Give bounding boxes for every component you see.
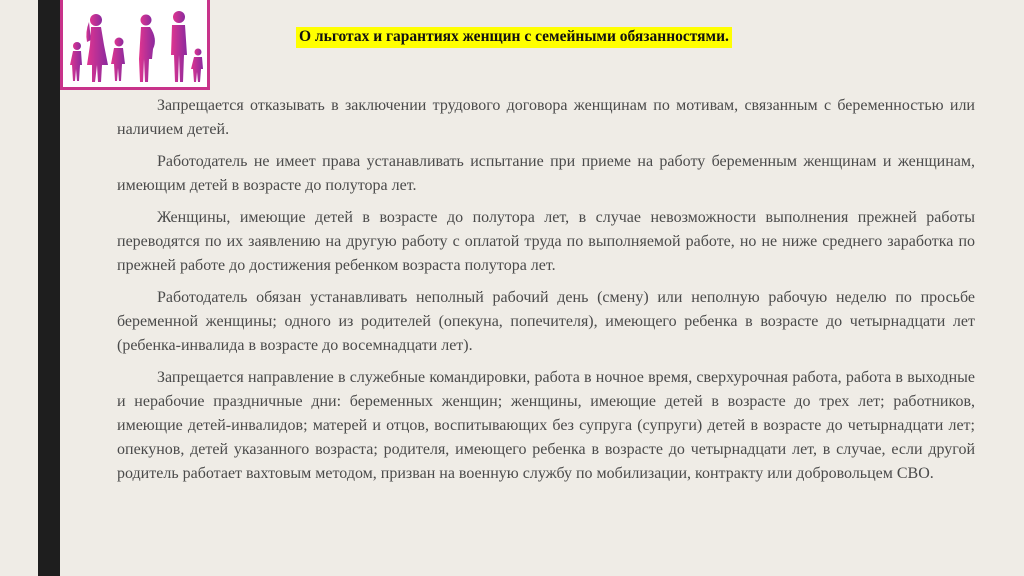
paragraph-4: Работодатель обязан устанавливать неполный рабочий день (смену) или неполную рабочую неделю по просьбе беременной женщины; одного из родителей (опекуна, попечителя), имеющего ребенка в возрасте до четырнадцати лет (ребенка-инвалида в возрасте до восемнадцати лет). bbox=[117, 289, 975, 354]
left-accent-bar bbox=[38, 0, 60, 576]
paragraph-3: Женщины, имеющие детей в возрасте до полутора лет, в случае невозможности выполнения прежней работы переводятся по их заявлению на другую работу с оплатой труда по выполняемой работе, но не ниже среднего заработка по прежней работе до достижения ребенком возраста полутора лет. bbox=[117, 209, 975, 274]
slide-title: О льготах и гарантиях женщин с семейными обязанностями. bbox=[296, 27, 732, 48]
family-silhouette-icon bbox=[63, 0, 207, 87]
paragraph-5: Запрещается направление в служебные командировки, работа в ночное время, сверхурочная работа, работа в выходные и нерабочие праздничные дни: беременных женщин; женщины, имеющие детей в возрасте до трех лет; работников, имеющие детей-инвалидов; матерей и отцов, воспитывающих без супруга (супруги) детей в возрасте до четырнадцати лет; опекунов, детей указанного возраста; родителя, имеющего ребенка в возрасте до четырнадцати лет, в случае, если другой родитель работает вахтовым методом, призван на военную службу по мобилизации, контракту или добровольцем СВО. bbox=[117, 369, 975, 482]
paragraph-1: Запрещается отказывать в заключении трудового договора женщинам по мотивам, связанным с беременностью или наличием детей. bbox=[117, 97, 975, 138]
slide-body bbox=[117, 94, 975, 494]
logo bbox=[60, 0, 210, 90]
paragraph-2: Работодатель не имеет права устанавливать испытание при приеме на работу беременным женщинам и женщинам, имеющим детей в возрасте до полутора лет. bbox=[117, 153, 975, 194]
